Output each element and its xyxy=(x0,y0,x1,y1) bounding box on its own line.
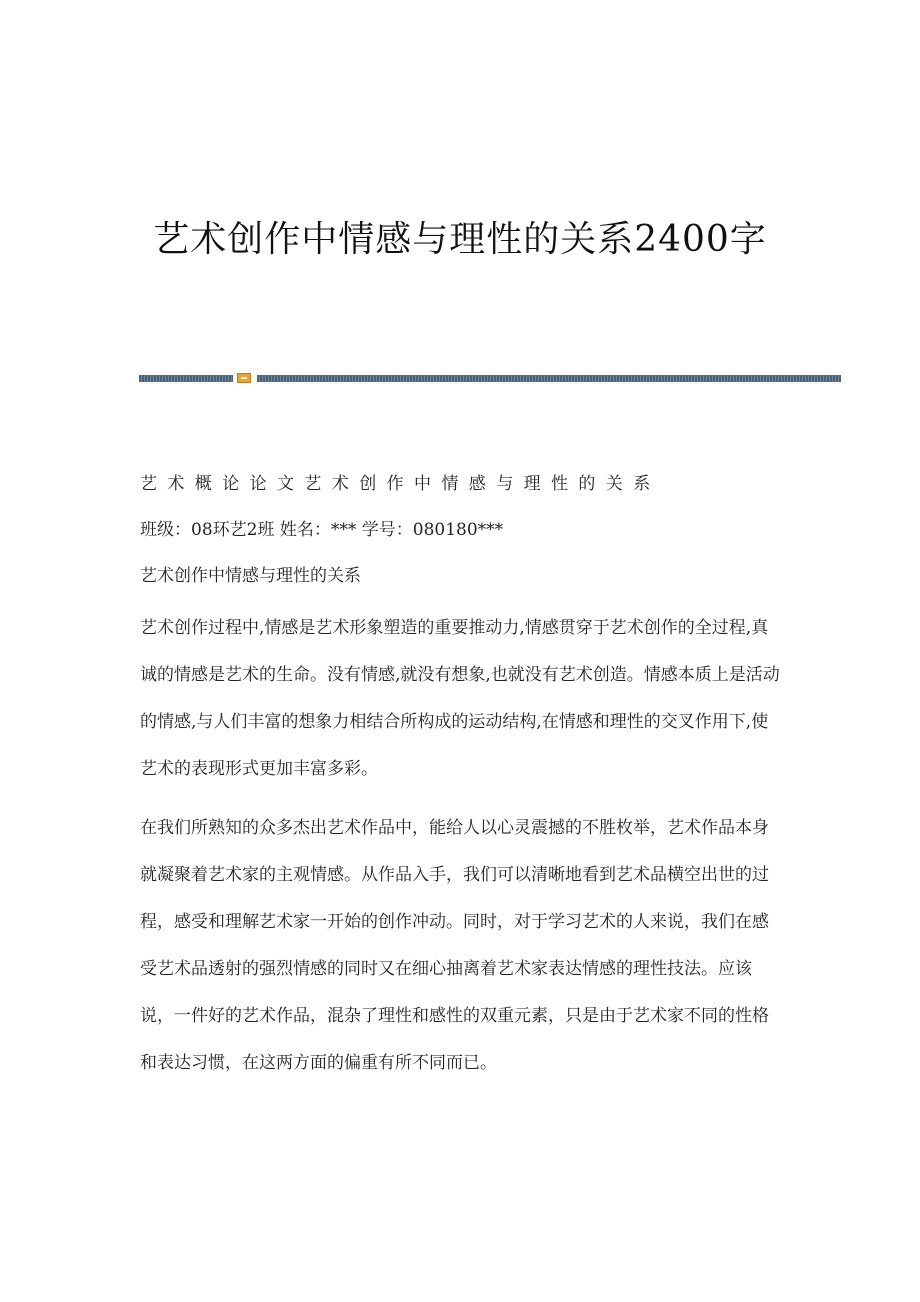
paragraph-2: 在我们所熟知的众多杰出艺术作品中，能给人以心灵震撼的不胜枚举，艺术作品本身就凝聚着艺术家的主观情感。从作品入手，我们可以清晰地看到艺术品横空出世的过程，感受和理解艺术家一开始的创作冲动。同时，对于学习艺术的人来说，我们在感受艺术品透射的强烈情感的同时又在细心抽离着艺术家表达情感的理性技法。应该说，一件好的艺术作品，混杂了理性和感性的双重元素，只是由于艺术家不同的性格和表达习惯，在这两方面的偏重有所不同而已。 xyxy=(140,818,769,1073)
document-subtitle: 艺术概论论文艺术创作中情感与理性的关系 xyxy=(140,474,661,494)
divider-ornament-icon xyxy=(237,373,251,383)
divider-right-bar xyxy=(257,375,841,382)
document-title: 艺术创作中情感与理性的关系2400字 xyxy=(153,219,767,260)
section-heading: 艺术创作中情感与理性的关系 xyxy=(140,566,361,586)
paragraph-1: 艺术创作过程中,情感是艺术形象塑造的重要推动力,情感贯穿于艺术创作的全过程,真诚的情感是艺术的生命。没有情感,就没有想象,也就没有艺术创造。情感本质上是活动的情感,与人们丰富的想象力相结合所构成的运动结构,在情感和理性的交叉作用下,使艺术的表现形式更加丰富多彩。 xyxy=(140,618,780,779)
title-divider xyxy=(139,373,841,383)
divider-left-bar xyxy=(139,375,233,382)
document-body xyxy=(140,467,780,1087)
student-info-line: 班级：08环艺2班 姓名：*** 学号：080180*** xyxy=(140,520,504,540)
